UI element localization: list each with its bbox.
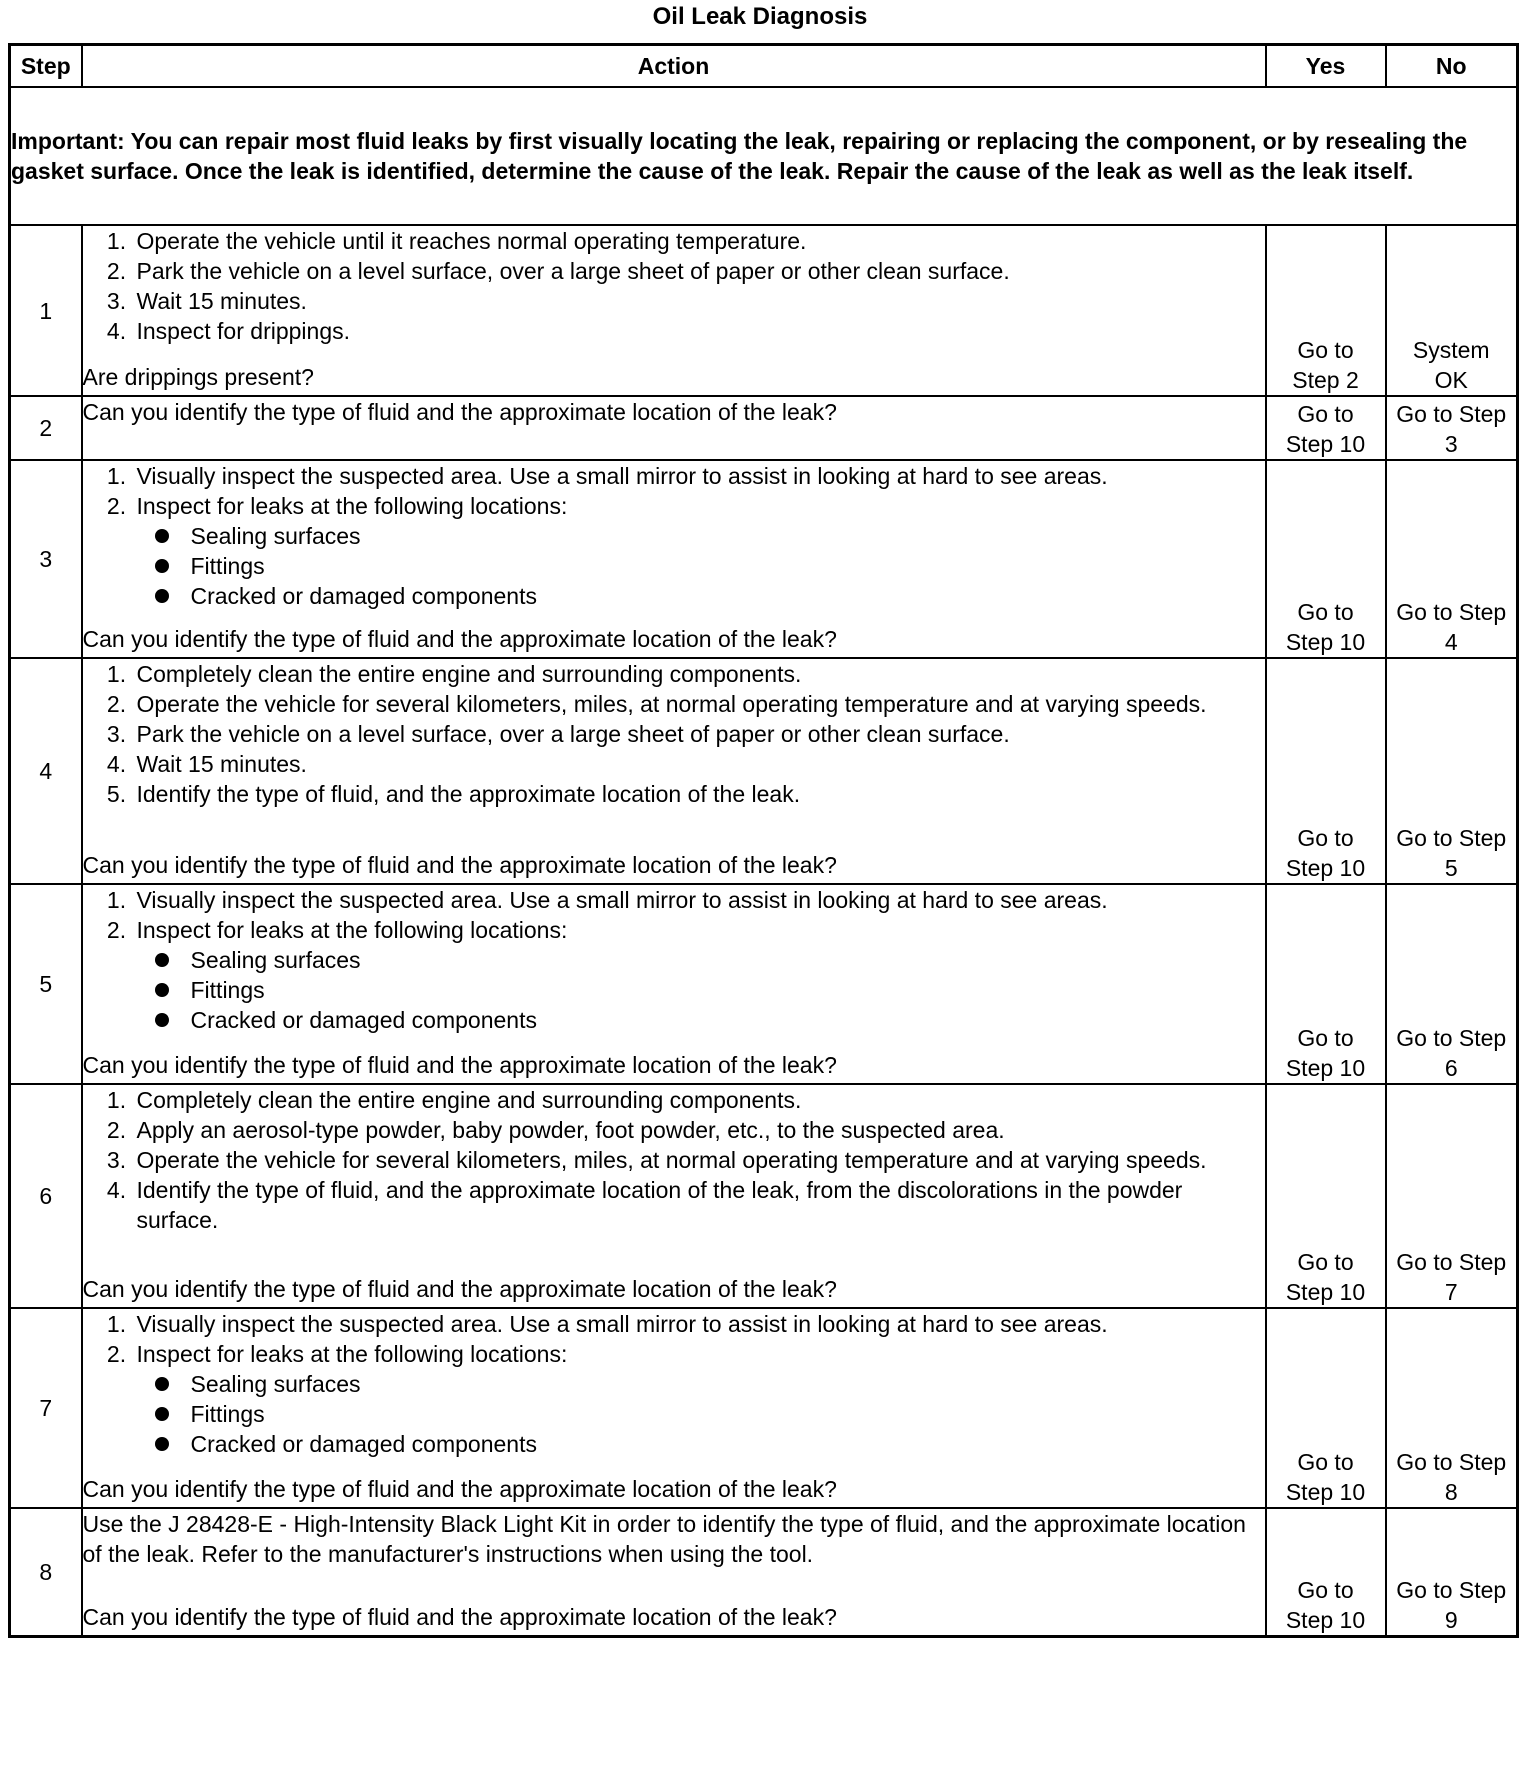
action-text: Use the J 28428-E - High-Intensity Black Light Kit in order to identify the type of fluid, and the approximate location of the leak. Refer to the manufacturer's instructions when using the tool. — [82, 1511, 1246, 1567]
header-step: Step — [10, 45, 82, 88]
yes-cell — [1266, 658, 1386, 884]
header-no: No — [1386, 45, 1518, 88]
no-line-1: Go to Step — [1396, 1576, 1507, 1603]
location-list — [137, 521, 1265, 611]
step-number: 8 — [10, 1508, 82, 1636]
yes-line-2: Step 10 — [1285, 855, 1366, 881]
location-item: Fittings — [187, 1399, 1265, 1429]
action-item: 4. Inspect for drippings. — [133, 316, 1265, 346]
yes-line-2: Step 10 — [1285, 1055, 1366, 1081]
table-row — [10, 658, 1518, 884]
table-row — [10, 1508, 1518, 1636]
action-item: 2. Operate the vehicle for several kilometers, miles, at normal operating temperature and at varying speeds. — [133, 689, 1265, 719]
action-list — [83, 885, 1265, 1035]
location-item: Fittings — [187, 551, 1265, 581]
yes-line-2: Step 10 — [1285, 1606, 1366, 1633]
location-item: Cracked or damaged components — [187, 581, 1265, 611]
yes-cell — [1266, 396, 1386, 460]
action-item: 2. Park the vehicle on a level surface, over a large sheet of paper or other clean surface. — [133, 256, 1265, 286]
action-cell — [82, 396, 1266, 460]
location-list — [137, 945, 1265, 1035]
yes-cell — [1266, 1084, 1386, 1308]
table-row — [10, 396, 1518, 460]
no-cell — [1386, 658, 1518, 884]
action-item-text: Inspect for leaks at the following locations: — [136, 493, 568, 519]
no-line-2: 6 — [1444, 1055, 1458, 1081]
yes-line-2: Step 10 — [1285, 431, 1366, 457]
action-item: 4. Wait 15 minutes. — [133, 749, 1265, 779]
yes-line-2: Step 2 — [1292, 367, 1359, 393]
action-item: 1. Completely clean the entire engine and surrounding components. — [133, 659, 1265, 689]
header-yes: Yes — [1266, 45, 1386, 88]
table-row — [10, 884, 1518, 1084]
action-item — [133, 491, 1265, 611]
yes-line-2: Step 10 — [1285, 1279, 1366, 1305]
important-row — [10, 87, 1518, 225]
page-title: Oil Leak Diagnosis — [652, 3, 868, 30]
no-cell — [1386, 1084, 1518, 1308]
question-text: Can you identify the type of fluid and the approximate location of the leak? — [82, 1276, 837, 1302]
important-note: Important: You can repair most fluid leaks by first visually locating the leak, repairing or replacing the component, or by resealing the gasket surface. Once the leak is identified, determine the cause of the leak. Repair the cause of the leak as well as the leak itself. — [10, 87, 1518, 225]
action-item-text: Inspect for leaks at the following locations: — [136, 1341, 568, 1367]
no-cell — [1386, 884, 1518, 1084]
no-line-2: 9 — [1444, 1606, 1458, 1633]
no-line-2: 3 — [1444, 431, 1458, 457]
yes-cell — [1266, 460, 1386, 658]
step-number: 3 — [10, 460, 82, 658]
action-item — [133, 1339, 1265, 1459]
no-line-2: OK — [1434, 367, 1468, 393]
action-item: 4. Identify the type of fluid, and the approximate location of the leak, from the discolorations in the powder surface. — [133, 1175, 1265, 1235]
action-item: 2. Apply an aerosol-type powder, baby powder, foot powder, etc., to the suspected area. — [133, 1115, 1265, 1145]
step-number: 1 — [10, 225, 82, 396]
no-line-1: Go to Step — [1396, 1249, 1507, 1275]
step-number: 2 — [10, 396, 82, 460]
no-line-2: 5 — [1444, 855, 1458, 881]
yes-line-1: Go to — [1297, 337, 1354, 363]
no-line-2: 8 — [1444, 1479, 1458, 1505]
location-item: Cracked or damaged components — [187, 1429, 1265, 1459]
yes-line-2: Step 10 — [1285, 629, 1366, 655]
action-item-text: Inspect for leaks at the following locations: — [136, 917, 568, 943]
step-number: 5 — [10, 884, 82, 1084]
location-item: Sealing surfaces — [187, 945, 1265, 975]
action-item: 1. Visually inspect the suspected area. Use a small mirror to assist in looking at hard to see areas. — [133, 885, 1265, 915]
no-line-1: Go to Step — [1396, 825, 1507, 851]
yes-line-2: Step 10 — [1285, 1479, 1366, 1505]
action-item — [133, 915, 1265, 1035]
question-text: Can you identify the type of fluid and the approximate location of the leak? — [82, 399, 837, 425]
yes-line-1: Go to — [1297, 401, 1354, 427]
question-text: Are drippings present? — [82, 364, 314, 390]
action-item: 5. Identify the type of fluid, and the approximate location of the leak. — [133, 779, 1265, 809]
no-line-1: Go to Step — [1396, 1025, 1507, 1051]
action-item: 3. Park the vehicle on a level surface, over a large sheet of paper or other clean surface. — [133, 719, 1265, 749]
action-list — [83, 461, 1265, 611]
no-cell — [1386, 1508, 1518, 1636]
table-row — [10, 1084, 1518, 1308]
question-text: Can you identify the type of fluid and the approximate location of the leak? — [82, 1476, 837, 1502]
action-item: 3. Wait 15 minutes. — [133, 286, 1265, 316]
yes-cell — [1266, 884, 1386, 1084]
diagnosis-table — [8, 43, 1519, 1638]
location-item: Sealing surfaces — [187, 1369, 1265, 1399]
action-cell — [82, 460, 1266, 658]
action-item: 1. Visually inspect the suspected area. Use a small mirror to assist in looking at hard to see areas. — [133, 461, 1265, 491]
no-line-2: 7 — [1444, 1279, 1458, 1305]
action-item: 1. Completely clean the entire engine and surrounding components. — [133, 1085, 1265, 1115]
action-list — [83, 1309, 1265, 1459]
no-cell — [1386, 1308, 1518, 1508]
action-cell — [82, 658, 1266, 884]
header-action: Action — [82, 45, 1266, 88]
action-cell — [82, 1508, 1266, 1636]
action-list — [83, 226, 1265, 346]
action-cell — [82, 884, 1266, 1084]
question-text: Can you identify the type of fluid and the approximate location of the leak? — [82, 1604, 837, 1630]
no-line-2: 4 — [1444, 629, 1458, 655]
location-list — [137, 1369, 1265, 1459]
yes-cell — [1266, 1508, 1386, 1636]
step-number: 7 — [10, 1308, 82, 1508]
no-cell — [1386, 225, 1518, 396]
action-cell — [82, 225, 1266, 396]
yes-line-1: Go to — [1297, 1449, 1354, 1475]
location-item: Sealing surfaces — [187, 521, 1265, 551]
table-row — [10, 460, 1518, 658]
yes-cell — [1266, 225, 1386, 396]
action-list — [83, 659, 1265, 809]
action-list — [83, 1085, 1265, 1235]
question-text: Can you identify the type of fluid and the approximate location of the leak? — [82, 852, 837, 878]
step-number: 4 — [10, 658, 82, 884]
action-item: 1. Operate the vehicle until it reaches normal operating temperature. — [133, 226, 1265, 256]
question-text: Can you identify the type of fluid and the approximate location of the leak? — [82, 1052, 837, 1078]
yes-line-1: Go to — [1297, 599, 1354, 625]
action-cell — [82, 1084, 1266, 1308]
question-text: Can you identify the type of fluid and the approximate location of the leak? — [82, 626, 837, 652]
no-cell — [1386, 396, 1518, 460]
header-row — [10, 45, 1518, 88]
yes-line-1: Go to — [1297, 1025, 1354, 1051]
location-item: Fittings — [187, 975, 1265, 1005]
no-line-1: Go to Step — [1396, 401, 1507, 427]
action-cell — [82, 1308, 1266, 1508]
no-line-1: System — [1412, 337, 1490, 363]
table-row — [10, 1308, 1518, 1508]
location-item: Cracked or damaged components — [187, 1005, 1265, 1035]
no-line-1: Go to Step — [1396, 1449, 1507, 1475]
action-item: 1. Visually inspect the suspected area. Use a small mirror to assist in looking at hard to see areas. — [133, 1309, 1265, 1339]
yes-line-1: Go to — [1297, 825, 1354, 851]
yes-cell — [1266, 1308, 1386, 1508]
action-item: 3. Operate the vehicle for several kilometers, miles, at normal operating temperature and at varying speeds. — [133, 1145, 1265, 1175]
yes-line-1: Go to — [1297, 1249, 1354, 1275]
step-number: 6 — [10, 1084, 82, 1308]
table-row — [10, 225, 1518, 396]
no-cell — [1386, 460, 1518, 658]
yes-line-1: Go to — [1297, 1576, 1354, 1603]
no-line-1: Go to Step — [1396, 599, 1507, 625]
